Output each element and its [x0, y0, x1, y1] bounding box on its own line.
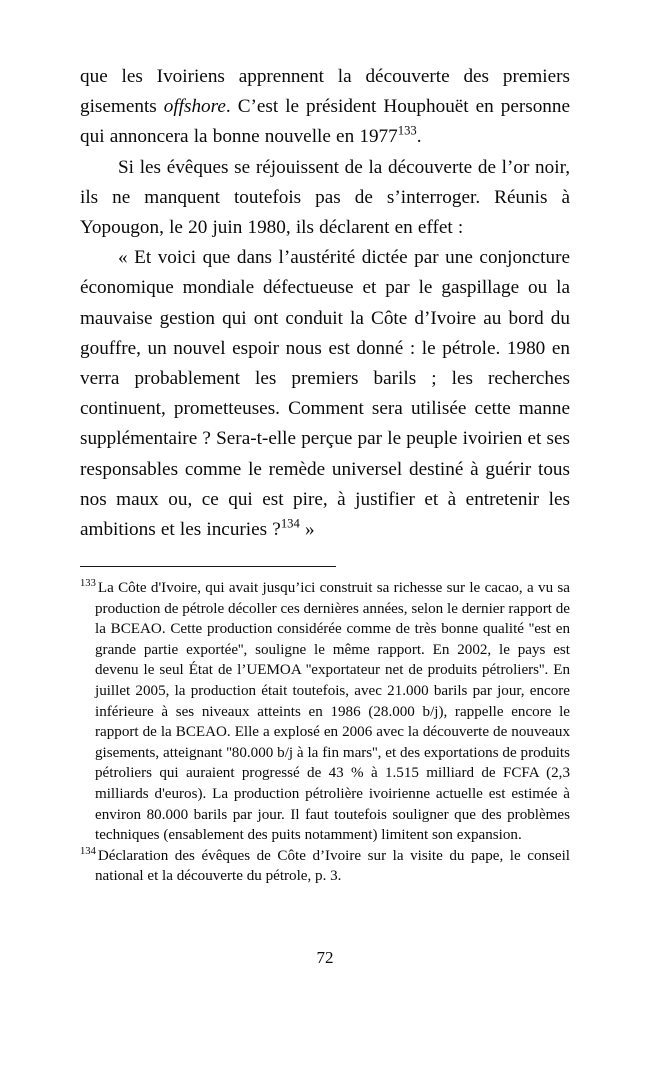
- footnote-item-134: [80, 846, 570, 887]
- paragraph-1: [80, 62, 570, 153]
- quote-text: « Et voici que dans l’austérité dictée par une conjoncture économique mondiale défectueuse et par le gaspillage ou la mauvaise gestion qui ont conduit la Côte d’Ivoire au bord du gouffre, un nouvel espoir nous est donné : le pétrole. 1980 en verra probablement les premiers barils ; les recherches continuent, prometteuses. Comment sera utilisée cette manne supplémentaire ? Sera-t-elle perçue par le peuple ivoirien et ses responsables comme le remède universel destiné à guérir tous nos maux ou, ce qui est pire, à justifier et à entretenir les ambitions et les incuries ?: [80, 247, 570, 541]
- footnote-ref-134[interactable]: 134: [280, 516, 300, 531]
- footnote-item-133: [80, 578, 570, 846]
- footnote-text-134: Déclaration des évêques de Côte d’Ivoire sur la visite du pape, le conseil national et la découverte du pétrole, p. 3.: [95, 847, 570, 885]
- footnote-marker-134: 134: [80, 845, 96, 857]
- page-number: 72: [316, 948, 334, 967]
- paragraph-1-text-tail: .: [416, 126, 422, 148]
- body-text-area: [80, 62, 570, 545]
- quote-paragraph: [80, 243, 570, 545]
- paragraph-1-text-after-italic: . C’est le président Houphouët en personne qui annoncera la bonne nouvelle en 1977: [80, 96, 570, 148]
- footnote-separator-rule: [80, 566, 336, 567]
- footnote-ref-133[interactable]: 133: [397, 124, 417, 139]
- paragraph-2: Si les évêques se réjouissent de la découverte de l’or noir, ils ne manquent toutefois pas de s’interroger. Réunis à Yopougon, le 20 juin 1980, ils déclarent en effet :: [80, 156, 570, 239]
- paragraph-1-text-before-italic: que les Ivoiriens apprennent la découverte des premiers gisements: [80, 66, 570, 118]
- footnote-text-133: La Côte d'Ivoire, qui avait jusqu’ici construit sa richesse sur le cacao, a vu sa production de pétrole décoller ces dernières années, selon le dernier rapport de la BCEAO. Cette production considérée comme de très bonne qualité ''est en grande partie exportée'', souligne le même rapport. En 2002, le pays est devenu le seul État de l’UEMOA ''exportateur net de produits pétroliers''. En juillet 2005, la production était toutefois, avec 21.000 barils par jour, encore inférieure à ses niveaux atteints en 1986 (28.000 b/j), rappelle encore le rapport de la BCEAO. Elle a explosé en 2006 avec la découverte de nouveaux gisements, atteignant ''80.000 b/j à la fin mars'', et des exportations de produits pétroliers qui auraient progressé de 43 % à 1.515 milliard de FCFA (2,3 milliards d'euros). La production pétrolière ivoirienne actuelle est estimée à environ 80.000 barils par jour. Il faut toutefois souligner que des problèmes techniques (ensablement des puits notamment) limitent son expansion.: [95, 580, 570, 844]
- footnotes-area: [80, 578, 570, 887]
- paragraph-1-italic-term: offshore: [163, 96, 226, 118]
- footnote-marker-133: 133: [80, 577, 96, 589]
- quote-text-tail: »: [299, 519, 315, 541]
